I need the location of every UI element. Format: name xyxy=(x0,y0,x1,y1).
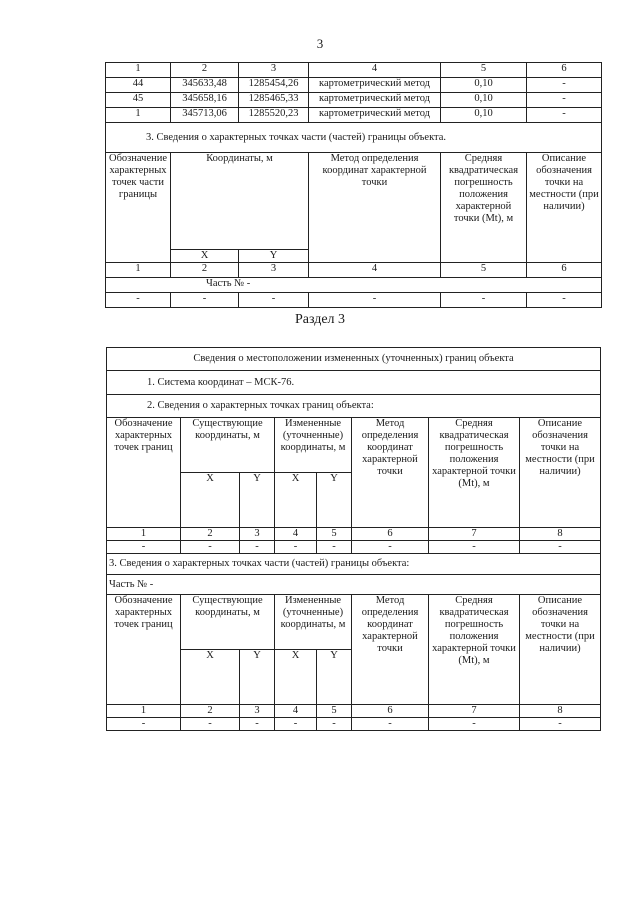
header-method: Метод определения координат характерной точки xyxy=(352,595,429,705)
header-method: Метод определения координат характерной точки xyxy=(309,153,441,263)
table-cell: - xyxy=(352,718,429,731)
subheading-parts: 3. Сведения о характерных точках части (частей) границы объекта. xyxy=(106,123,602,153)
table-cell: картометрический метод xyxy=(309,93,441,108)
column-number-row xyxy=(106,63,602,78)
table-cell: - xyxy=(107,718,181,731)
header-accuracy: Средняя квадратическая погрешность положения характерной точки (Mt), м xyxy=(441,153,527,263)
table-cell: - xyxy=(239,293,309,308)
table-cell: 5 xyxy=(441,63,527,78)
table-cell: 0,10 xyxy=(441,93,527,108)
table-cell: 3 xyxy=(239,263,309,278)
table-cell: - xyxy=(317,718,352,731)
header-x-existing: X xyxy=(181,473,240,528)
table-cell: 7 xyxy=(429,705,520,718)
table-row xyxy=(106,78,602,93)
table-cell: - xyxy=(441,293,527,308)
table-cell: - xyxy=(106,293,171,308)
table-cell: - xyxy=(352,541,429,554)
table-cell: - xyxy=(275,718,317,731)
table-cell: 6 xyxy=(352,528,429,541)
table-cell: 2 xyxy=(171,63,239,78)
header-y-changed: Y xyxy=(317,650,352,705)
table-cell: - xyxy=(107,541,181,554)
header-row xyxy=(106,153,602,250)
table-cell: - xyxy=(527,78,602,93)
table-cell: 1 xyxy=(106,63,171,78)
header-x-changed: X xyxy=(275,650,317,705)
table-cell: 4 xyxy=(309,63,441,78)
table-cell: 1285520,23 xyxy=(239,108,309,123)
table-cell: - xyxy=(317,541,352,554)
header-y: Y xyxy=(239,250,309,263)
page-number: 3 xyxy=(316,36,324,51)
header-x: X xyxy=(171,250,239,263)
table-cell: - xyxy=(429,541,520,554)
header-description: Описание обозначения точки на местности (при наличии) xyxy=(527,153,602,263)
system-row xyxy=(107,371,601,395)
part-label: Часть № - xyxy=(106,278,602,293)
header-description: Описание обозначения точки на местности (при наличии) xyxy=(520,595,601,705)
table-cell: 6 xyxy=(527,263,602,278)
header-description: Описание обозначения точки на местности (при наличии) xyxy=(520,418,601,528)
table-cell: 1 xyxy=(107,528,181,541)
header-designation: Обозначение характерных точек части границы xyxy=(106,153,171,263)
table-cell: 2 xyxy=(181,528,240,541)
header-designation: Обозначение характерных точек границ xyxy=(107,418,181,528)
coordinates-table-continued xyxy=(105,62,602,308)
table-cell: 1285454,26 xyxy=(239,78,309,93)
coordinate-system: 1. Система координат – МСК-76. xyxy=(107,371,601,395)
table-cell: 44 xyxy=(106,78,171,93)
header-row xyxy=(107,418,601,473)
table-row xyxy=(107,718,601,731)
table-cell: - xyxy=(240,541,275,554)
table-cell: - xyxy=(275,541,317,554)
header-y-existing: Y xyxy=(240,650,275,705)
table-cell: 345658,16 xyxy=(171,93,239,108)
table-cell: 3 xyxy=(240,705,275,718)
header-row xyxy=(107,595,601,650)
table-cell: - xyxy=(527,93,602,108)
header-y-existing: Y xyxy=(240,473,275,528)
table-cell: 4 xyxy=(309,263,441,278)
table-cell: картометрический метод xyxy=(309,108,441,123)
header-designation: Обозначение характерных точек границ xyxy=(107,595,181,705)
subheading-row xyxy=(106,123,602,153)
header-existing: Существующие координаты, м xyxy=(181,418,275,473)
table-row xyxy=(107,541,601,554)
part-row xyxy=(107,575,601,595)
table-cell: 6 xyxy=(352,705,429,718)
table-cell: 1285465,33 xyxy=(239,93,309,108)
part-row xyxy=(106,278,602,293)
table-cell: 8 xyxy=(520,705,601,718)
section-title: Раздел 3 xyxy=(294,312,346,327)
table-cell: - xyxy=(527,293,602,308)
header-existing: Существующие координаты, м xyxy=(181,595,275,650)
changed-boundaries-table xyxy=(106,347,601,731)
header-coordinates: Координаты, м xyxy=(171,153,309,250)
table-cell: 2 xyxy=(171,263,239,278)
table-cell: - xyxy=(309,293,441,308)
table-cell: 1 xyxy=(106,263,171,278)
table-row xyxy=(106,293,602,308)
header-accuracy: Средняя квадратическая погрешность положения характерной точки (Mt), м xyxy=(429,418,520,528)
part-label: Часть № - xyxy=(107,575,601,595)
table-cell: 5 xyxy=(441,263,527,278)
title-row xyxy=(107,348,601,371)
column-number-row xyxy=(107,528,601,541)
table-cell: 5 xyxy=(317,705,352,718)
table-cell: картометрический метод xyxy=(309,78,441,93)
table-cell: - xyxy=(520,718,601,731)
subheading-parts: 3. Сведения о характерных точках части (частей) границы объекта: xyxy=(107,554,601,575)
header-changed: Измененные (уточненные) координаты, м xyxy=(275,418,352,473)
header-x-changed: X xyxy=(275,473,317,528)
table-cell: 345713,06 xyxy=(171,108,239,123)
table-cell: 8 xyxy=(520,528,601,541)
table-cell: - xyxy=(240,718,275,731)
header-method: Метод определения координат характерной точки xyxy=(352,418,429,528)
subheading-points: 2. Сведения о характерных точках границ объекта: xyxy=(107,395,601,418)
table-cell: 1 xyxy=(106,108,171,123)
table-cell: - xyxy=(181,541,240,554)
header-x-existing: X xyxy=(181,650,240,705)
table-cell: 0,10 xyxy=(441,108,527,123)
table-cell: 45 xyxy=(106,93,171,108)
header-accuracy: Средняя квадратическая погрешность положения характерной точки (Mt), м xyxy=(429,595,520,705)
table-cell: - xyxy=(171,293,239,308)
column-number-row xyxy=(107,705,601,718)
subheading-row xyxy=(107,554,601,575)
column-number-row xyxy=(106,263,602,278)
table-cell: 3 xyxy=(240,528,275,541)
table-cell: - xyxy=(520,541,601,554)
table-cell: 4 xyxy=(275,528,317,541)
table-cell: - xyxy=(429,718,520,731)
table-row xyxy=(106,93,602,108)
table-cell: 6 xyxy=(527,63,602,78)
subheading-row xyxy=(107,395,601,418)
table-row xyxy=(106,108,602,123)
table-cell: 1 xyxy=(107,705,181,718)
table-cell: 345633,48 xyxy=(171,78,239,93)
table-cell: 2 xyxy=(181,705,240,718)
table-title: Сведения о местоположении измененных (уточненных) границ объекта xyxy=(107,348,601,371)
table-cell: - xyxy=(527,108,602,123)
table-cell: 4 xyxy=(275,705,317,718)
table-cell: 5 xyxy=(317,528,352,541)
header-changed: Измененные (уточненные) координаты, м xyxy=(275,595,352,650)
table-cell: - xyxy=(181,718,240,731)
header-y-changed: Y xyxy=(317,473,352,528)
table-cell: 3 xyxy=(239,63,309,78)
table-cell: 7 xyxy=(429,528,520,541)
table-cell: 0,10 xyxy=(441,78,527,93)
